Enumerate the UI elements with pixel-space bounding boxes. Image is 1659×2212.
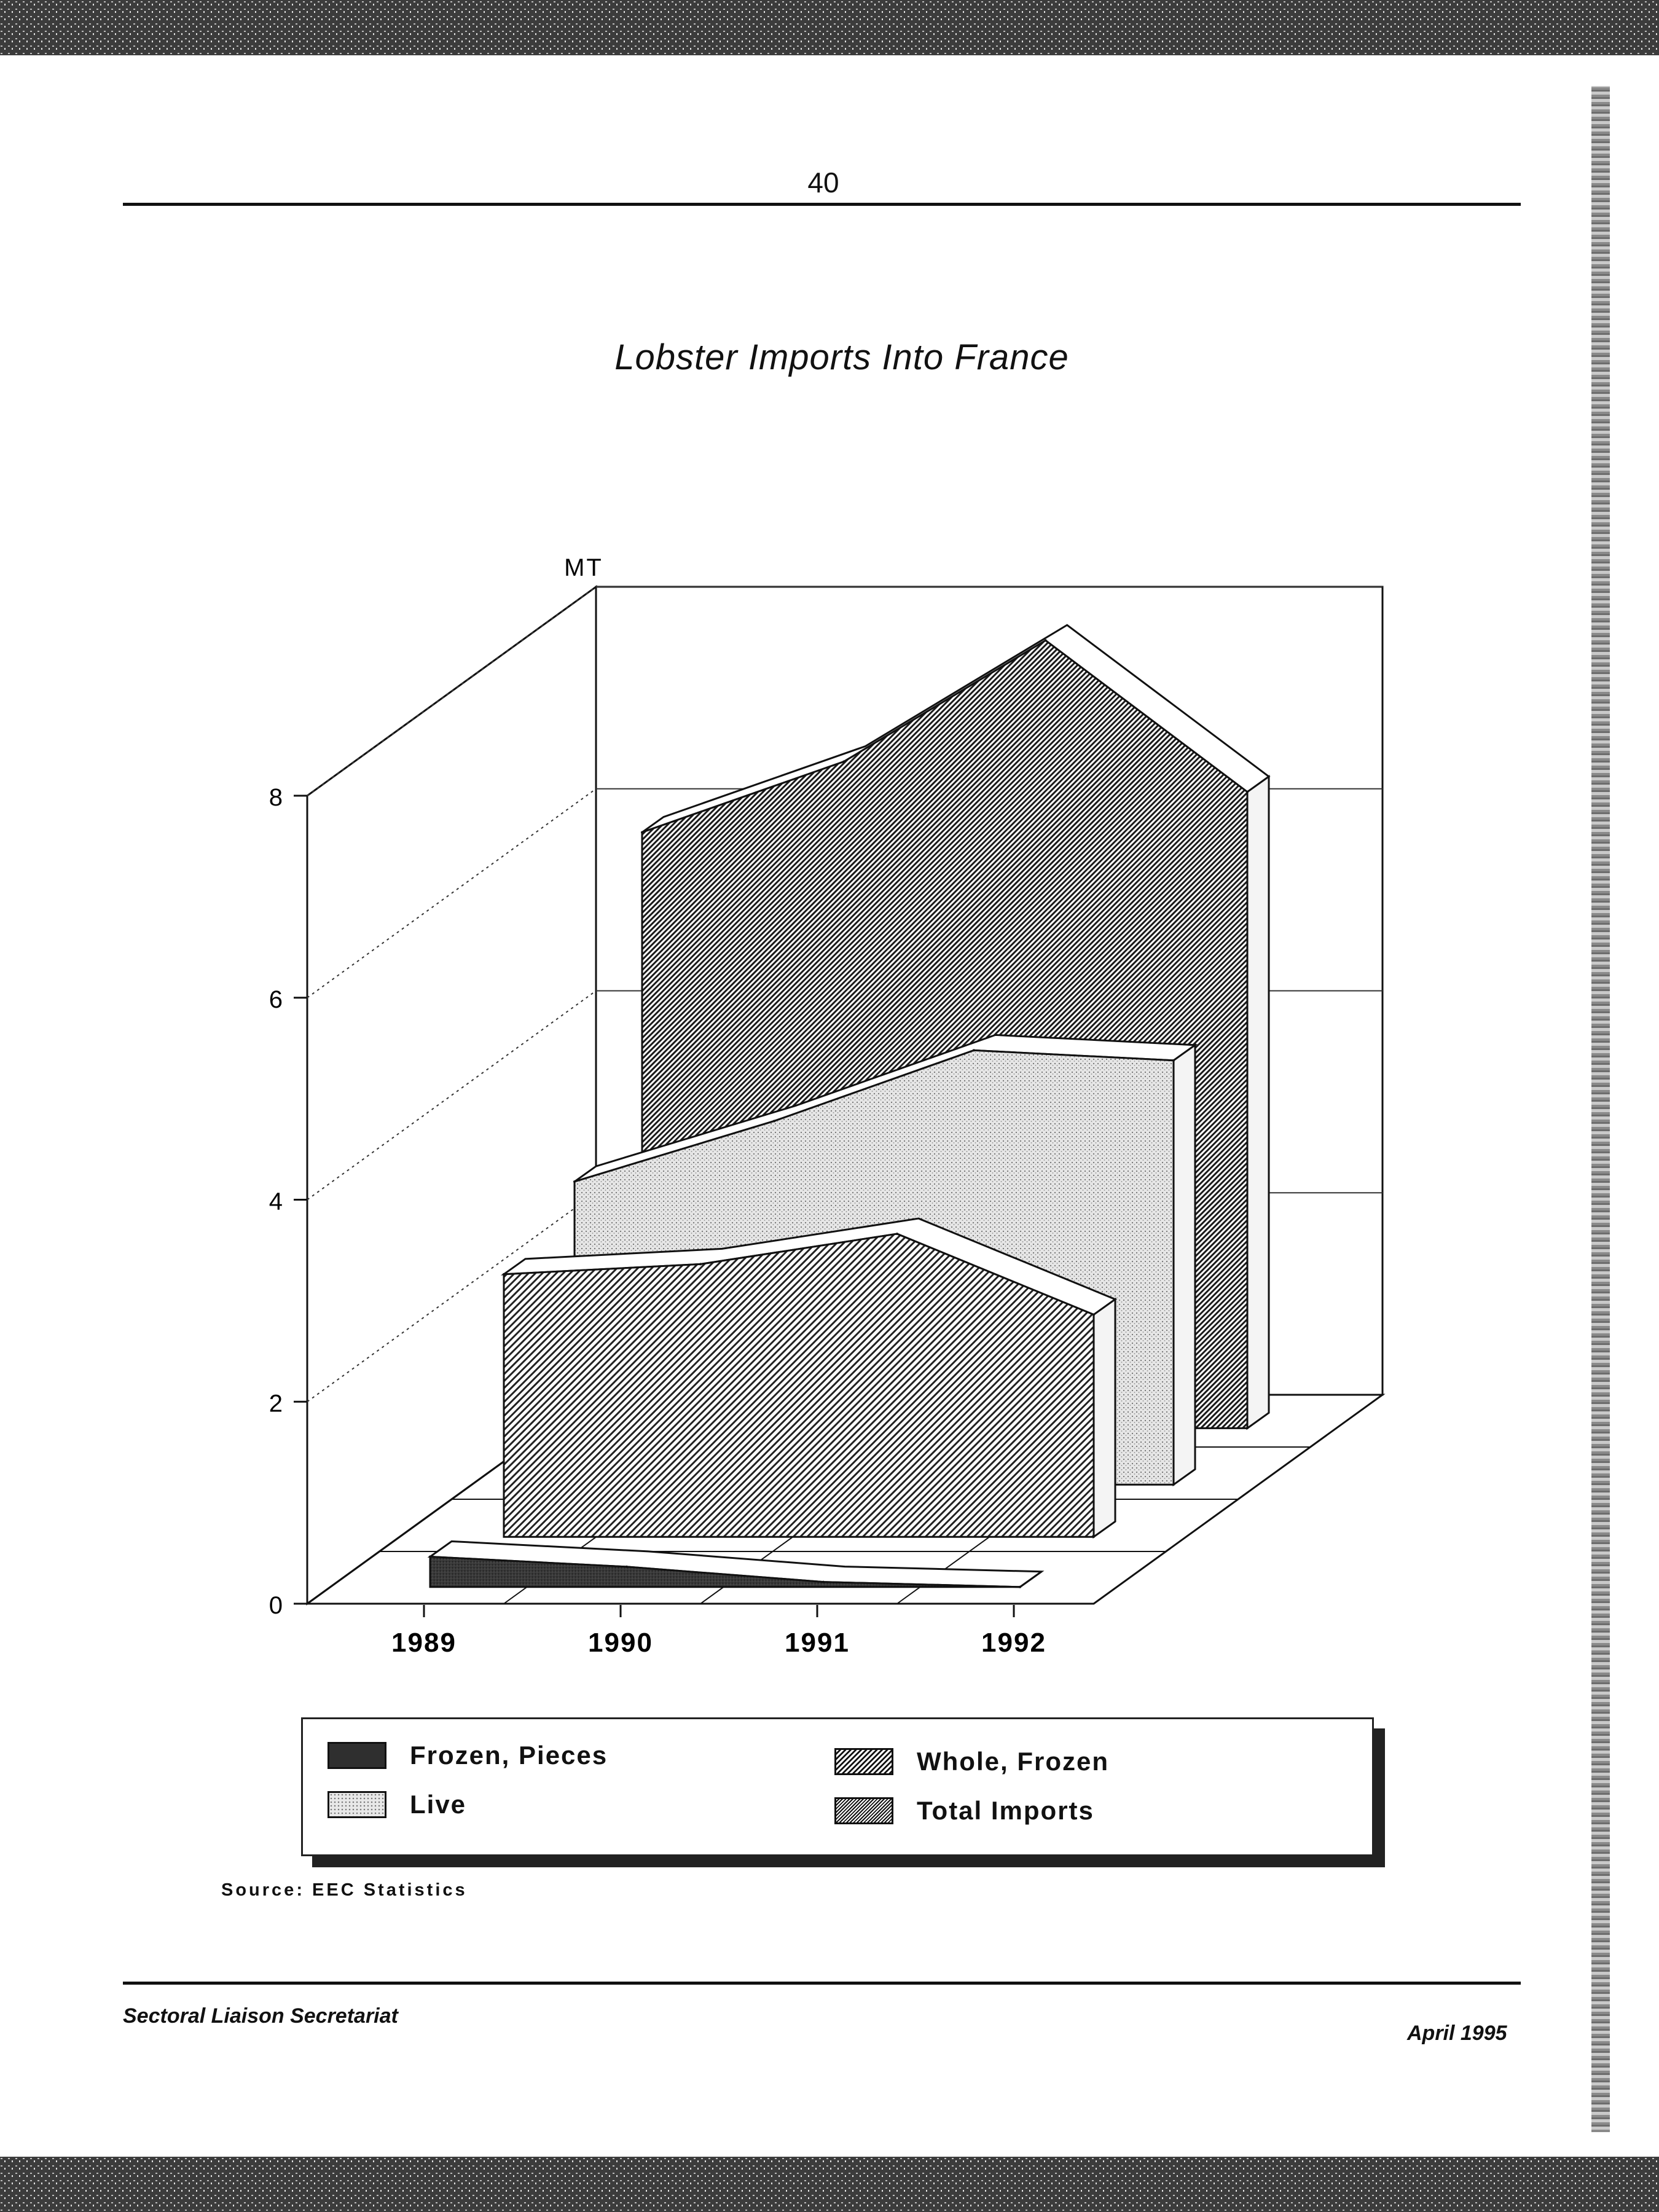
legend-item-total-imports bbox=[834, 1796, 1094, 1826]
y-tick-label: 8 bbox=[269, 784, 283, 811]
data-point bbox=[429, 1555, 431, 1558]
chart-legend bbox=[301, 1717, 1374, 1856]
data-point bbox=[1172, 1059, 1175, 1062]
data-point bbox=[822, 1581, 825, 1583]
wall-gridline bbox=[307, 991, 596, 1200]
series-side-face-3 bbox=[1247, 777, 1269, 1429]
footer-date: April 1995 bbox=[1407, 2022, 1507, 2045]
data-point bbox=[503, 1273, 505, 1276]
data-point bbox=[1246, 791, 1249, 793]
x-tick-label: 1989 bbox=[391, 1628, 457, 1658]
chart-source: Source: EEC Statistics bbox=[221, 1880, 468, 1900]
y-tick-label: 6 bbox=[269, 986, 283, 1013]
series-side-face-1 bbox=[1094, 1300, 1115, 1537]
data-point bbox=[626, 1566, 628, 1568]
legend-swatch-frozen-pieces bbox=[327, 1742, 386, 1769]
legend-label-total-imports: Total Imports bbox=[917, 1796, 1094, 1825]
legend-swatch-whole-frozen bbox=[834, 1748, 893, 1775]
series-side-face-2 bbox=[1174, 1045, 1195, 1484]
y-tick-label: 0 bbox=[269, 1592, 283, 1619]
data-point bbox=[773, 1120, 775, 1122]
series-area-1 bbox=[504, 1234, 1094, 1537]
legend-label-live: Live bbox=[410, 1790, 467, 1819]
chart-series bbox=[429, 625, 1269, 1588]
x-tick-label: 1990 bbox=[588, 1628, 653, 1658]
y-tick-label: 2 bbox=[269, 1390, 283, 1418]
data-point bbox=[1092, 1314, 1095, 1316]
legend-label-frozen-pieces: Frozen, Pieces bbox=[410, 1741, 608, 1770]
data-point bbox=[641, 831, 643, 834]
chart-title: Lobster Imports Into France bbox=[614, 337, 1069, 377]
data-point bbox=[1045, 639, 1047, 641]
data-point bbox=[842, 761, 845, 763]
data-point bbox=[573, 1180, 576, 1183]
legend-item-frozen-pieces bbox=[327, 1741, 608, 1770]
legend-swatch-total-imports bbox=[834, 1797, 893, 1824]
legend-label-whole-frozen: Whole, Frozen bbox=[917, 1747, 1109, 1776]
data-point bbox=[1019, 1586, 1021, 1588]
footer-organization: Sectoral Liaison Secretariat bbox=[123, 2004, 398, 2028]
legend-swatch-live bbox=[327, 1791, 386, 1818]
wall-gridline bbox=[307, 789, 596, 998]
x-tick-label: 1991 bbox=[785, 1628, 850, 1658]
x-tick-label: 1992 bbox=[981, 1628, 1046, 1658]
data-point bbox=[973, 1049, 975, 1051]
legend-item-whole-frozen bbox=[834, 1747, 1109, 1776]
data-point bbox=[896, 1233, 898, 1235]
footer-rule bbox=[123, 1982, 1521, 1985]
y-tick-label: 4 bbox=[269, 1188, 283, 1215]
y-axis-label: MT bbox=[564, 554, 603, 581]
page-number: 40 bbox=[807, 167, 839, 198]
legend-item-live bbox=[327, 1790, 466, 1819]
data-point bbox=[699, 1263, 702, 1265]
